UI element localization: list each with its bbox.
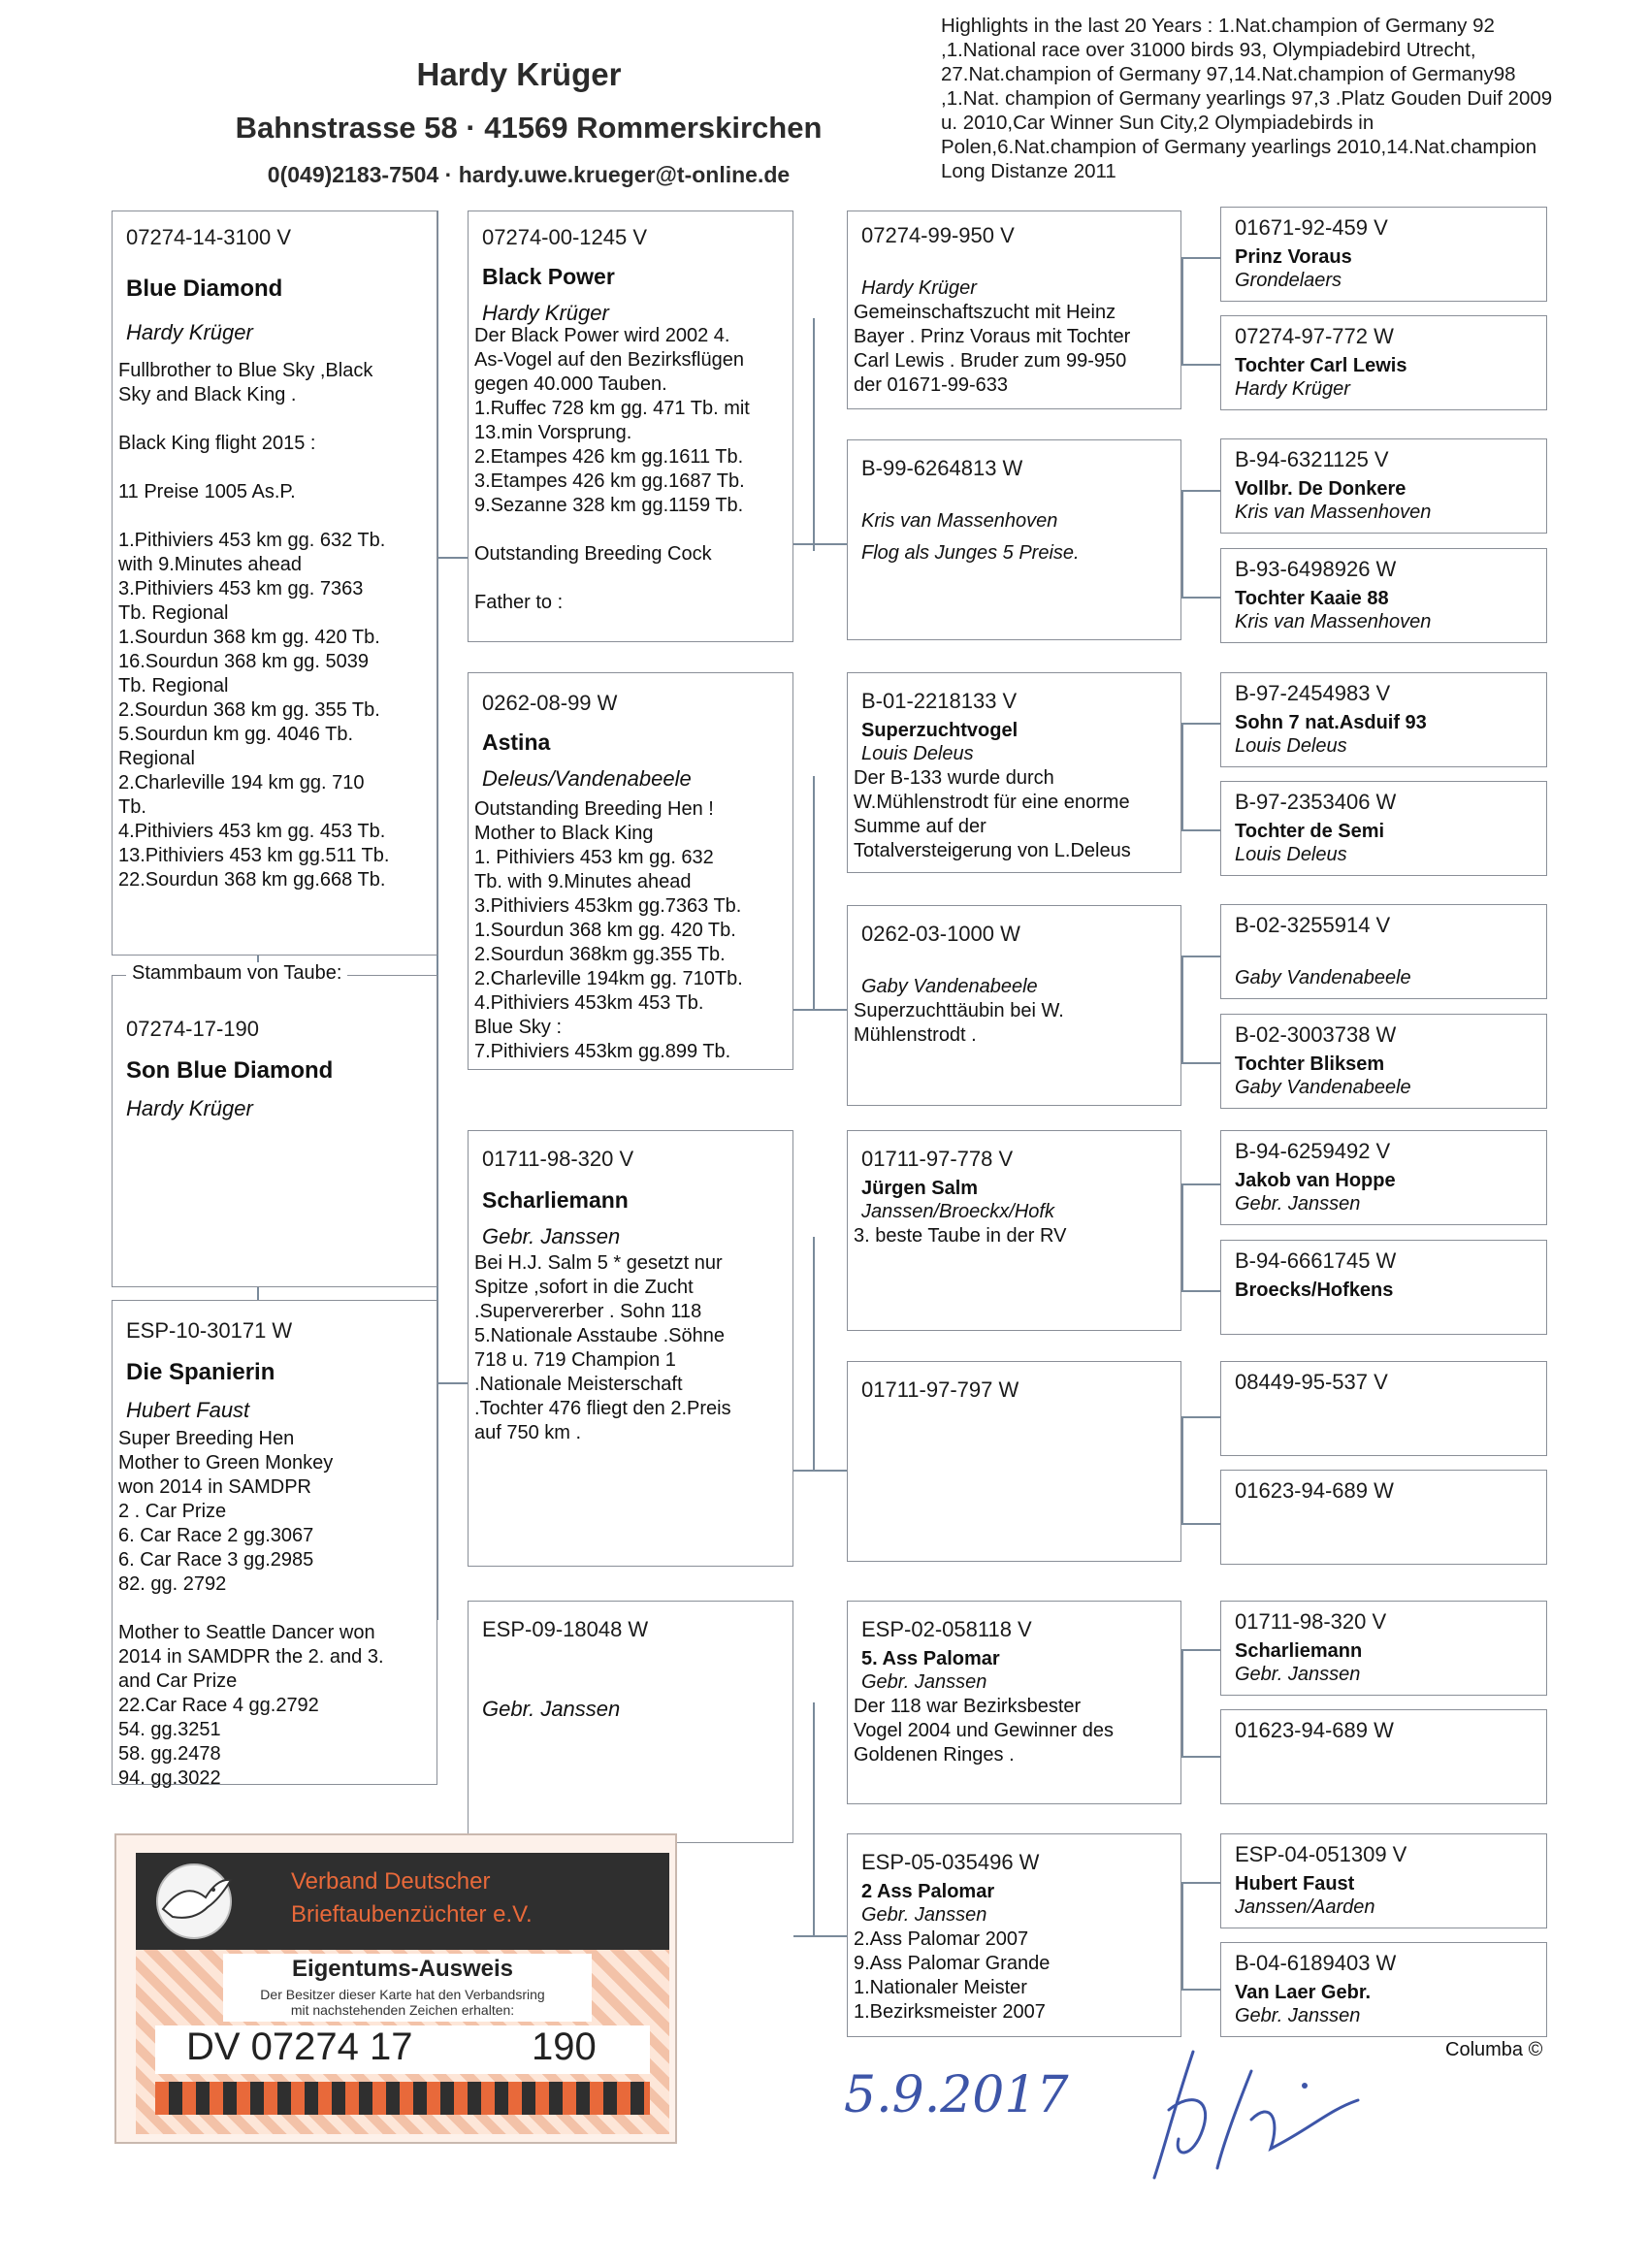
gen2-notes: Der Black Power wird 2002 4. As-Vogel auf den Bezirksflügen gegen 40.000 Tauben. 1.Ruffec 728 km gg. 471 Tb. mit 13.min Vorsprung. 2.Etampes 426 km gg.1611 Tb. 3.Etampes 426 km gg.1687 Tb. 9.Sezanne 328 km gg.1159 Tb. Outstanding Breeding Cock Father to : — [474, 325, 750, 613]
gen3-owner: Kris van Massenhoven — [861, 510, 1058, 532]
gen3-name: 5. Ass Palomar — [861, 1648, 1000, 1669]
card-header-band — [136, 1853, 669, 1950]
gen3-card — [847, 905, 1181, 1106]
card-ring-number: 190 — [532, 2025, 597, 2068]
gen4-owner: Grondelaers — [1235, 270, 1342, 291]
gen4-card — [1220, 1942, 1547, 2037]
gen4-ring: B-94-6661745 W — [1235, 1248, 1397, 1273]
gen4-card — [1220, 1130, 1547, 1225]
gen2-owner: Gebr. Janssen — [482, 1224, 621, 1248]
gen4-name: Scharliemann — [1235, 1640, 1363, 1662]
gen4-ring: B-97-2454983 V — [1235, 681, 1391, 705]
main-bird-owner: Hardy Krüger — [126, 320, 253, 344]
gen2-notes: Outstanding Breeding Hen ! Mother to Black King 1. Pithiviers 453 km gg. 632 Tb. with 9.Minutes ahead 3.Pithiviers 453km gg.7363 Tb. 1.Sourdun 368 km gg. 420 Tb. 2.Sourdun 368km gg.355 Tb. 2.Charleville 194km gg. 710Tb. 4.Pithiviers 453km 453 Tb. Blue Sky : 7.Pithiviers 453km gg.899 Tb. — [474, 798, 743, 1062]
dam-notes: Super Breeding Hen Mother to Green Monkey won 2014 in SAMDPR 2 . Car Prize 6. Car Race 2 gg.3067 6. Car Race 3 gg.2985 82. gg. 2792 Mother to Seattle Dancer won 2014 in SAMDPR the 2. and 3. and Car Prize 22.Car Race 4 gg.2792 54. gg.3251 58. gg.2478 94. gg.3022 — [118, 1428, 384, 1789]
gen3-notes: Superzuchttäubin bei W. Mühlenstrodt . — [854, 1000, 1064, 1046]
gen4-card — [1220, 207, 1547, 302]
gen4-name: Broecks/Hofkens — [1235, 1280, 1394, 1301]
gen4-card — [1220, 904, 1547, 999]
gen4-ring: B-02-3255914 V — [1235, 913, 1391, 937]
gen3-owner: Hardy Krüger — [861, 277, 977, 299]
gen3-notes: 3. beste Taube in der RV — [854, 1225, 1067, 1247]
gen3-ring: ESP-05-035496 W — [861, 1850, 1040, 1874]
gen4-card — [1220, 438, 1547, 534]
breeder-contact: 0(049)2183-7504 · hardy.uwe.krueger@t-online.de — [267, 162, 791, 187]
gen3-owner: Gebr. Janssen — [861, 1904, 987, 1926]
gen4-name: Tochter de Semi — [1235, 821, 1385, 842]
gen4-ring: 08449-95-537 V — [1235, 1370, 1388, 1394]
dove-logo-icon — [146, 1861, 242, 1942]
gen3-card — [847, 439, 1181, 640]
gen2-ring: 07274-00-1245 V — [482, 225, 648, 249]
gen4-ring: 01623-94-689 W — [1235, 1718, 1394, 1742]
gen4-name: Hubert Faust — [1235, 1873, 1355, 1895]
gen4-owner: Janssen/Aarden — [1235, 1896, 1375, 1918]
stammbaum-card — [112, 962, 437, 1287]
gen2-ring: 01711-98-320 V — [482, 1147, 634, 1171]
gen4-card — [1220, 315, 1547, 410]
gen2-ring: 0262-08-99 W — [482, 691, 618, 715]
gen4-ring: 01671-92-459 V — [1235, 215, 1388, 240]
gen4-owner: Gaby Vandenabeele — [1235, 967, 1411, 988]
main-bird-card — [112, 211, 437, 956]
gen4-owner: Gaby Vandenabeele — [1235, 1077, 1411, 1098]
gen4-ring: B-04-6189403 W — [1235, 1951, 1397, 1975]
stammbaum-label: Stammbaum von Taube: — [126, 962, 347, 985]
gen3-ring: B-99-6264813 W — [861, 456, 1023, 480]
signature — [1135, 2032, 1387, 2187]
card-title: Eigentums-Ausweis — [291, 1956, 514, 1982]
gen4-card — [1220, 1240, 1547, 1335]
gen4-owner: Gebr. Janssen — [1235, 1664, 1361, 1685]
highlights-text: Highlights in the last 20 Years : 1.Nat.champion of Germany 92 ,1.National race over 31000 birds 93, Olympiadebird Utrecht, 27.Nat.champion of Germany 97,14.Nat.champion of Germany98 ,1.Nat. champion of Germany yearlings 97,3 .Platz Gouden Duif 2009 u. 2010,Car Winner Sun City,2 Olympiadebirds in Polen,6.Nat.champion of Germany yearlings 2010,14.Nat.champion Long Distanze 2011 — [941, 15, 1553, 182]
gen3-owner: Louis Deleus — [861, 743, 974, 764]
ownership-card — [114, 1833, 677, 2144]
gen2-owner: Gebr. Janssen — [482, 1697, 621, 1721]
card-org-line1: Verband Deutscher — [291, 1868, 491, 1895]
gen4-ring: B-93-6498926 W — [1235, 557, 1397, 581]
card-bottom-band — [155, 2082, 650, 2115]
gen3-name: 2 Ass Palomar — [861, 1881, 995, 1902]
gen3-name: Jürgen Salm — [861, 1178, 979, 1199]
gen3-card — [847, 1833, 1181, 2037]
gen3-notes: Flog als Junges 5 Preise. — [861, 542, 1080, 564]
gen4-name: Tochter Bliksem — [1235, 1053, 1385, 1075]
copyright: Columba © — [1445, 2039, 1543, 2060]
handwritten-date: 5.9.2017 — [844, 2066, 1069, 2124]
main-bird-notes: Fullbrother to Blue Sky ,Black Sky and Black King . Black King flight 2015 : 11 Preise 1005 As.P. 1.Pithiviers 453 km gg. 632 Tb. with 9.Minutes ahead 3.Pithiviers 453 km gg. 7363 Tb. Regional 1.Sourdun 368 km gg. 420 Tb. 16.Sourdun 368 km gg. 5039 Tb. Regional 2.Sourdun 368 km gg. 355 Tb. 5.Sourdun km gg. 4046 Tb. Regional 2.Charleville 194 km gg. 710 Tb. 4.Pithiviers 453 km gg. 453 Tb. 13.Pithiviers 453 km gg.511 Tb. 22.Sourdun 368 km gg.668 Tb. — [118, 360, 390, 891]
gen3-card — [847, 1361, 1181, 1562]
card-ring-code: DV 07274 17 — [186, 2025, 413, 2068]
gen4-card — [1220, 1709, 1547, 1804]
gen4-card — [1220, 1601, 1547, 1696]
card-subtitle-line2: mit nachstehenden Zeichen erhalten: — [290, 2002, 515, 2018]
main-bird-ring: 07274-14-3100 V — [126, 225, 292, 249]
gen4-owner: Gebr. Janssen — [1235, 1193, 1361, 1215]
gen2-owner: Hardy Krüger — [482, 301, 609, 325]
gen3-card — [847, 1601, 1181, 1804]
gen2-card — [468, 1130, 793, 1567]
gen4-name: Van Laer Gebr. — [1235, 1982, 1372, 2003]
gen3-card — [847, 1130, 1181, 1331]
gen2-card — [468, 1601, 793, 1843]
gen3-card — [847, 211, 1181, 409]
gen3-notes: Der B-133 wurde durch W.Mühlenstrodt für eine enorme Summe auf der Totalversteigerung von L.Deleus — [854, 767, 1131, 861]
gen3-owner: Gaby Vandenabeele — [861, 976, 1038, 997]
gen4-owner: Gebr. Janssen — [1235, 2005, 1361, 2026]
gen2-ring: ESP-09-18048 W — [482, 1617, 649, 1641]
gen3-owner: Gebr. Janssen — [861, 1671, 987, 1693]
card-subtitle-line1: Der Besitzer dieser Karte hat den Verbandsring — [260, 1987, 545, 2002]
stammbaum-ring: 07274-17-190 — [126, 1017, 260, 1041]
gen3-ring: ESP-02-058118 V — [861, 1617, 1032, 1641]
dam-name: Die Spanierin — [126, 1359, 275, 1385]
gen3-ring: 07274-99-950 V — [861, 223, 1015, 247]
gen4-owner: Hardy Krüger — [1235, 378, 1350, 400]
gen3-ring: 01711-97-778 V — [861, 1147, 1014, 1171]
gen4-card — [1220, 1833, 1547, 1928]
gen4-owner: Kris van Massenhoven — [1235, 611, 1432, 632]
gen4-name: Tochter Kaaie 88 — [1235, 588, 1389, 609]
gen4-ring: B-02-3003738 W — [1235, 1022, 1397, 1047]
gen4-ring: B-97-2353406 W — [1235, 790, 1397, 814]
gen4-ring: 01623-94-689 W — [1235, 1478, 1394, 1503]
gen4-card — [1220, 548, 1547, 643]
gen3-card — [847, 672, 1181, 873]
gen2-notes: Bei H.J. Salm 5 * gesetzt nur Spitze ,sofort in die Zucht .Supervererber . Sohn 118 5.Nationale Asstaube .Söhne 718 u. 719 Champion 1 .Nationale Meisterschaft .Tochter 476 fliegt den 2.Preis auf 750 km . — [474, 1252, 731, 1443]
gen2-card — [468, 211, 793, 642]
gen4-name: Tochter Carl Lewis — [1235, 355, 1407, 376]
dam-card — [112, 1300, 437, 1789]
gen4-owner: Louis Deleus — [1235, 735, 1347, 757]
gen4-card — [1220, 1470, 1547, 1565]
gen4-name: Jakob van Hoppe — [1235, 1170, 1396, 1191]
gen3-notes: Gemeinschaftszucht mit Heinz Bayer . Prinz Voraus mit Tochter Carl Lewis . Bruder zum 99-950 der 01671-99-633 — [854, 302, 1131, 396]
gen4-ring: 01711-98-320 V — [1235, 1609, 1387, 1634]
gen4-card — [1220, 781, 1547, 876]
gen2-name: Astina — [482, 729, 551, 755]
gen2-name: Scharliemann — [482, 1187, 629, 1213]
gen4-name: Sohn 7 nat.Asduif 93 — [1235, 712, 1427, 733]
stammbaum-owner: Hardy Krüger — [126, 1096, 253, 1120]
gen4-ring: ESP-04-051309 V — [1235, 1842, 1407, 1866]
gen3-notes: 2.Ass Palomar 2007 9.Ass Palomar Grande 1.Nationaler Meister 1.Bezirksmeister 2007 — [854, 1928, 1051, 2023]
gen4-name: Prinz Voraus — [1235, 246, 1352, 268]
gen2-name: Black Power — [482, 264, 615, 289]
gen4-ring: B-94-6321125 V — [1235, 447, 1389, 471]
gen3-name: Superzuchtvogel — [861, 720, 1018, 741]
card-org-line2: Brieftaubenzüchter e.V. — [291, 1901, 533, 1928]
gen3-ring: 0262-03-1000 W — [861, 922, 1020, 946]
stammbaum-name: Son Blue Diamond — [126, 1057, 334, 1084]
gen3-owner: Janssen/Broeckx/Hofk — [861, 1201, 1054, 1222]
main-bird-name: Blue Diamond — [126, 275, 283, 302]
gen3-notes: Der 118 war Bezirksbester Vogel 2004 und Gewinner des Goldenen Ringes . — [854, 1696, 1114, 1766]
gen4-name: Vollbr. De Donkere — [1235, 478, 1406, 500]
gen4-card — [1220, 1361, 1547, 1456]
breeder-address: Bahnstrasse 58 · 41569 Rommerskirchen — [235, 111, 823, 145]
gen4-ring: B-94-6259492 V — [1235, 1139, 1391, 1163]
gen3-ring: B-01-2218133 V — [861, 689, 1018, 713]
dam-ring: ESP-10-30171 W — [126, 1318, 293, 1343]
gen4-card — [1220, 672, 1547, 767]
gen4-card — [1220, 1014, 1547, 1109]
gen2-owner: Deleus/Vandenabeele — [482, 766, 692, 791]
gen3-ring: 01711-97-797 W — [861, 1377, 1019, 1402]
gen4-owner: Kris van Massenhoven — [1235, 502, 1432, 523]
gen4-ring: 07274-97-772 W — [1235, 324, 1394, 348]
breeder-name: Hardy Krüger — [416, 56, 622, 92]
gen2-card — [468, 672, 793, 1070]
dam-owner: Hubert Faust — [126, 1398, 250, 1422]
gen4-owner: Louis Deleus — [1235, 844, 1347, 865]
